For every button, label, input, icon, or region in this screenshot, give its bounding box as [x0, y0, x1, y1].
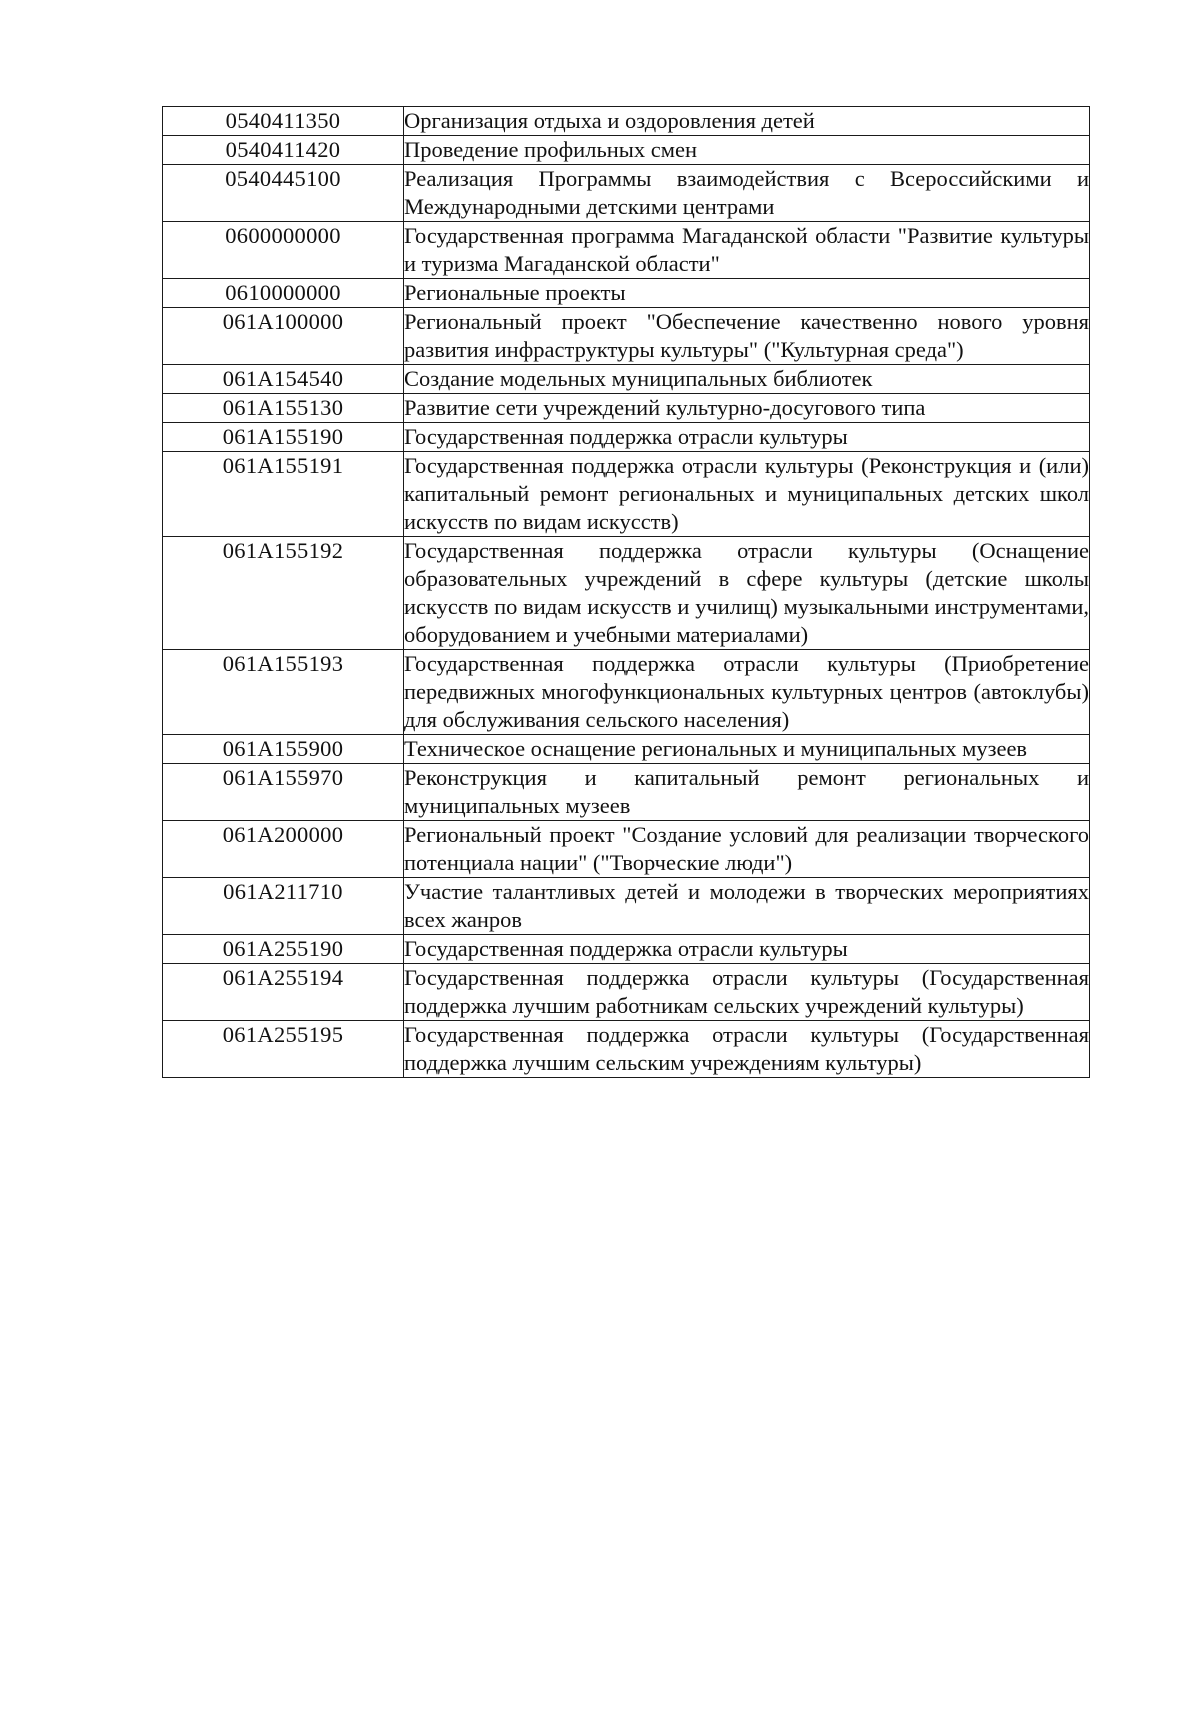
code-cell: 061A154540 — [163, 365, 404, 394]
code-cell: 0610000000 — [163, 279, 404, 308]
table-row — [163, 423, 1090, 452]
table-row — [163, 136, 1090, 165]
name-cell: Государственная поддержка отрасли культуры — [404, 935, 1090, 964]
name-cell: Техническое оснащение региональных и муниципальных музеев — [404, 735, 1090, 764]
table-row — [163, 650, 1090, 735]
name-cell: Региональные проекты — [404, 279, 1090, 308]
table-row — [163, 308, 1090, 365]
name-cell: Государственная поддержка отрасли культуры (Реконструкция и (или) капитальный ремонт региональных и муниципальных детских школ искусств по видам искусств) — [404, 452, 1090, 537]
table-row — [163, 365, 1090, 394]
classification-table — [162, 106, 1090, 1078]
table-row — [163, 964, 1090, 1021]
code-cell: 061A255190 — [163, 935, 404, 964]
table-row — [163, 279, 1090, 308]
code-cell: 061A155130 — [163, 394, 404, 423]
name-cell: Участие талантливых детей и молодежи в творческих мероприятиях всех жанров — [404, 878, 1090, 935]
name-cell: Государственная поддержка отрасли культуры (Государственная поддержка лучшим работникам сельских учреждений культуры) — [404, 964, 1090, 1021]
table-row — [163, 537, 1090, 650]
table-row — [163, 452, 1090, 537]
name-cell: Региональный проект "Обеспечение качественно нового уровня развития инфраструктуры культуры" ("Культурная среда") — [404, 308, 1090, 365]
code-cell: 061A255195 — [163, 1021, 404, 1078]
table-row — [163, 735, 1090, 764]
code-cell: 061A255194 — [163, 964, 404, 1021]
name-cell: Региональный проект "Создание условий для реализации творческого потенциала нации" ("Творческие люди") — [404, 821, 1090, 878]
code-cell: 0540411420 — [163, 136, 404, 165]
name-cell: Организация отдыха и оздоровления детей — [404, 107, 1090, 136]
code-cell: 0600000000 — [163, 222, 404, 279]
code-cell: 061A155192 — [163, 537, 404, 650]
table-row — [163, 107, 1090, 136]
name-cell: Реализация Программы взаимодействия с Всероссийскими и Международными детскими центрами — [404, 165, 1090, 222]
name-cell: Создание модельных муниципальных библиотек — [404, 365, 1090, 394]
table-row — [163, 165, 1090, 222]
code-cell: 061A211710 — [163, 878, 404, 935]
table-row — [163, 764, 1090, 821]
table-body — [163, 107, 1090, 1078]
name-cell: Реконструкция и капитальный ремонт региональных и муниципальных музеев — [404, 764, 1090, 821]
table-row — [163, 1021, 1090, 1078]
table-row — [163, 222, 1090, 279]
code-cell: 061A100000 — [163, 308, 404, 365]
name-cell: Государственная поддержка отрасли культуры (Приобретение передвижных многофункциональных культурных центров (автоклубы) для обслуживания сельского населения) — [404, 650, 1090, 735]
code-cell: 061A155190 — [163, 423, 404, 452]
name-cell: Государственная поддержка отрасли культуры — [404, 423, 1090, 452]
table-row — [163, 821, 1090, 878]
code-cell: 0540445100 — [163, 165, 404, 222]
name-cell: Государственная поддержка отрасли культуры (Государственная поддержка лучшим сельским учреждениям культуры) — [404, 1021, 1090, 1078]
table-row — [163, 935, 1090, 964]
table-row — [163, 878, 1090, 935]
code-cell: 0540411350 — [163, 107, 404, 136]
code-cell: 061A155900 — [163, 735, 404, 764]
code-cell: 061A155191 — [163, 452, 404, 537]
name-cell: Государственная поддержка отрасли культуры (Оснащение образовательных учреждений в сфере культуры (детские школы искусств по видам искусств и училищ) музыкальными инструментами, оборудованием и учебными материалами) — [404, 537, 1090, 650]
name-cell: Проведение профильных смен — [404, 136, 1090, 165]
name-cell: Государственная программа Магаданской области "Развитие культуры и туризма Магаданской области" — [404, 222, 1090, 279]
code-cell: 061A200000 — [163, 821, 404, 878]
code-cell: 061A155193 — [163, 650, 404, 735]
code-cell: 061A155970 — [163, 764, 404, 821]
table-row — [163, 394, 1090, 423]
name-cell: Развитие сети учреждений культурно-досугового типа — [404, 394, 1090, 423]
